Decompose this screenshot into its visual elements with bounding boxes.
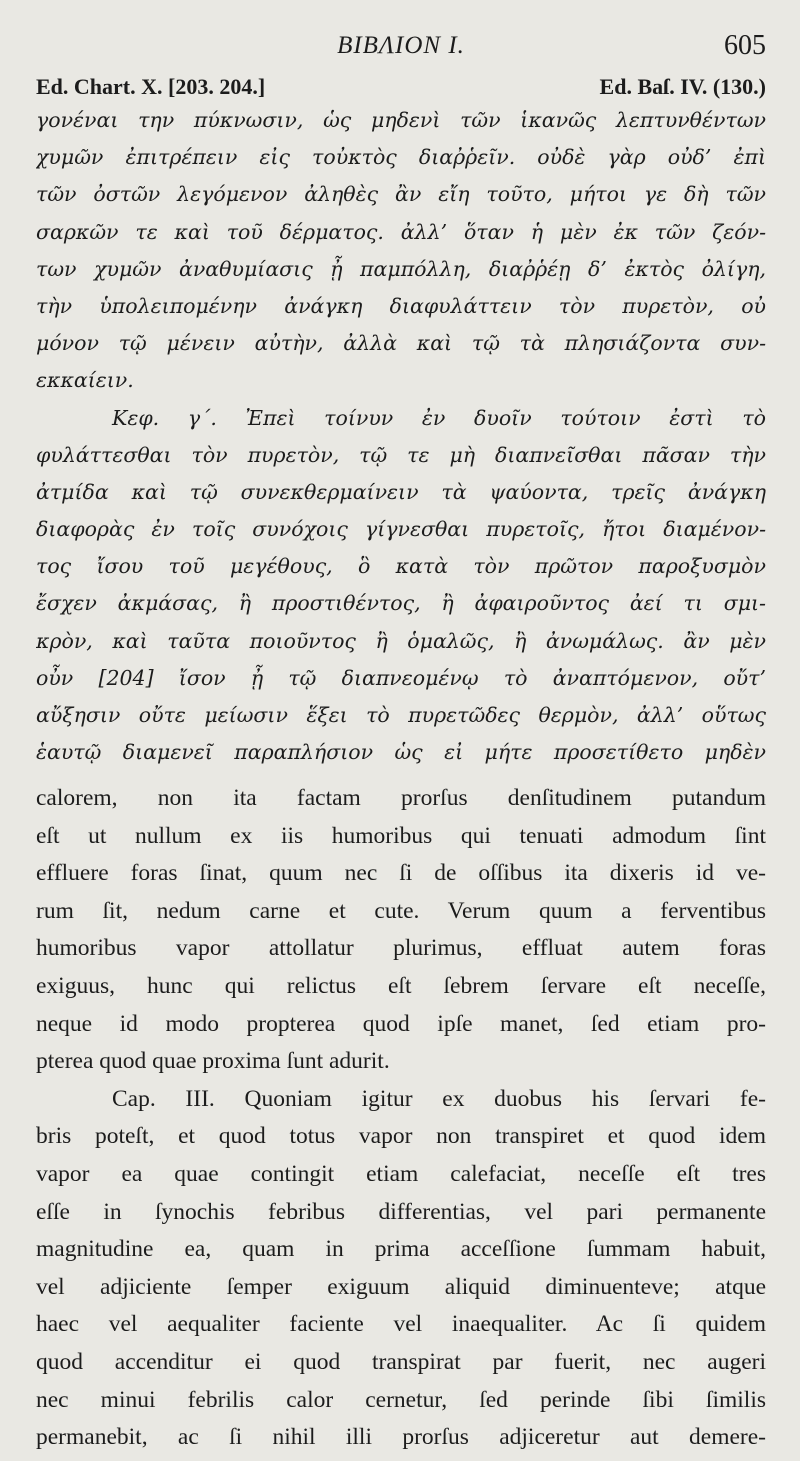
- edition-basel: Ed. Baſ. IV. (130.): [599, 74, 766, 99]
- latin-line: effluere foras ſinat, quum nec ſi de oſſibus ita dixeris id ve-: [36, 860, 766, 887]
- greek-line: γονέναι την πύκνωσιν, ὡς μηδενὶ τῶν ἱκανῶς λεπτυνθέντων: [36, 108, 766, 132]
- greek-line: χυμῶν ἐπιτρέπειν εἰς τοὐκτὸς διαῤῥεῖν. οὐδὲ γὰρ οὐδ’ ἐπὶ: [36, 145, 766, 170]
- edition-chartier: Ed. Chart. X. [203. 204.]: [36, 74, 266, 99]
- page-number: 605: [724, 30, 766, 61]
- latin-line: calorem, non ita factam prorſus denſitudinem putandum: [36, 785, 766, 811]
- latin-line: vel adjiciente ſemper exiguum aliquid diminuenteve; atque: [36, 1273, 766, 1300]
- latin-line: permanebit, ac ſi nihil illi prorſus adjiceretur aut demere-: [36, 1424, 766, 1451]
- latin-chapter-heading-line: Cap. III. Quoniam igitur ex duobus his ſervari fe-: [112, 1085, 766, 1112]
- greek-line: των χυμῶν ἀναθυμίασις ᾖ παμπόλλη, διαῤῥέῃ δ’ ἐκτὸς ὀλίγη,: [36, 256, 766, 281]
- latin-line: eſt ut nullum ex iis humoribus qui tenuati admodum ſint: [36, 822, 766, 849]
- latin-line: magnitudine ea, quam in prima acceſſione ſummam habuit,: [36, 1236, 766, 1263]
- latin-line: humoribus vapor attollatur plurimus, effluat autem foras: [36, 935, 766, 962]
- latin-line: pterea quod quae proxima ſunt adurit.: [36, 1048, 390, 1075]
- greek-line: διαφορὰς ἐν τοῖς συνόχοις γίγνεσθαι πυρετοῖς, ἤτοι διαμένον-: [36, 517, 766, 542]
- latin-line: rum ſit, nedum carne et cute. Verum quum a ferventibus: [36, 897, 766, 924]
- greek-line: οὖν [204] ἴσον ᾖ τῷ διαπνεομένῳ τὸ ἀναπτόμενον, οὔτ’: [36, 665, 766, 690]
- greek-line: ἑαυτῷ διαμενεῖ παραπλήσιον ὡς εἰ μήτε προσετίθετο μηδὲν: [36, 740, 766, 765]
- latin-line: exiguus, hunc qui relictus eſt ſebrem ſervare eſt neceſſe,: [36, 972, 766, 999]
- greek-line: τῶν ὀστῶν λεγόμενον ἀληθὲς ἂν εἴη τοῦτο, μήτοι γε δὴ τῶν: [36, 182, 766, 207]
- edition-references: [36, 74, 766, 104]
- greek-text: [36, 102, 766, 771]
- greek-line: σαρκῶν τε καὶ τοῦ δέρματος. ἀλλ’ ὅταν ἡ μὲν ἐκ τῶν ζεόν-: [36, 219, 766, 244]
- latin-line: bris poteſt, et quod totus vapor non transpiret et quod idem: [36, 1123, 766, 1150]
- running-title: BIBΛION I.: [337, 32, 465, 59]
- greek-line: ἔσχεν ἀκμάσας, ἢ προστιθέντος, ἢ ἀφαιροῦντος ἀεί τι σμι-: [36, 591, 766, 616]
- greek-line: αὔξησιν οὔτε μείωσιν ἕξει τὸ πυρετῶδες θερμὸν, ἀλλ’ οὕτως: [36, 703, 766, 727]
- latin-line: quod accenditur ei quod transpirat par fuerit, nec augeri: [36, 1348, 766, 1375]
- running-head: [36, 30, 766, 66]
- greek-line: μόνον τῷ μένειν αὐτὴν, ἀλλὰ καὶ τῷ τὰ πλησιάζοντα συν-: [36, 331, 766, 356]
- greek-line: τος ἴσου τοῦ μεγέθους, ὃ κατὰ τὸν πρῶτον παροξυσμὸν: [36, 554, 766, 579]
- greek-line: τὴν ὑπολειπομένην ἀνάγκη διαφυλάττειν τὸν πυρετὸν, οὐ: [36, 293, 766, 318]
- greek-chapter-heading-line: Κεφ. γ΄. Ἐπεὶ τοίνυν ἐν δυοῖν τούτοιν ἐστὶ τὸ: [112, 405, 766, 430]
- latin-line: haec vel aequaliter faciente vel inaequaliter. Ac ſi quidem: [36, 1311, 766, 1338]
- greek-line: εκκαίειν.: [36, 368, 134, 393]
- latin-line: eſſe in ſynochis febribus differentias, vel pari permanente: [36, 1198, 766, 1225]
- latin-text: [36, 780, 766, 1457]
- latin-line: vapor ea quae contingit etiam calefaciat, neceſſe eſt tres: [36, 1160, 766, 1187]
- latin-line: nec minui febrilis calor cernetur, ſed perinde ſibi ſimilis: [36, 1386, 766, 1413]
- greek-line: ἀτμίδα καὶ τῷ συνεκθερμαίνειν τὰ ψαύοντα, τρεῖς ἀνάγκη: [36, 479, 766, 504]
- greek-line: φυλάττεσθαι τὸν πυρετὸν, τῷ τε μὴ διαπνεῖσθαι πᾶσαν τὴν: [36, 442, 766, 467]
- greek-line: κρὸν, καὶ ταῦτα ποιοῦντος ἢ ὁμαλῶς, ἢ ἀνωμάλως. ἂν μὲν: [36, 628, 766, 653]
- latin-line: neque id modo propterea quod ipſe manet, ſed etiam pro-: [36, 1010, 766, 1037]
